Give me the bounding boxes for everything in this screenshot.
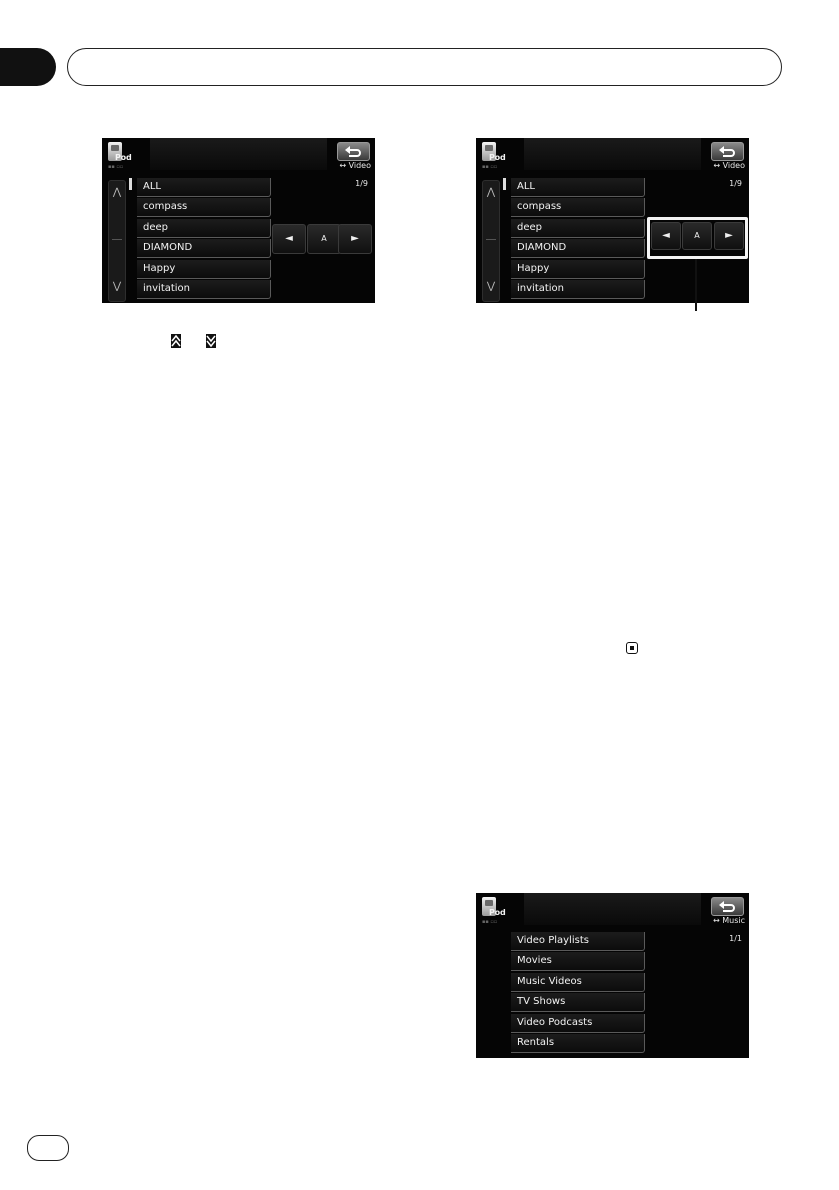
list-item[interactable]: ALL: [511, 178, 645, 197]
menu-item-video-podcasts[interactable]: Video Podcasts: [511, 1014, 645, 1033]
screen-header-band: [524, 893, 701, 925]
chapter-tab: [0, 48, 56, 86]
list-item[interactable]: invitation: [137, 280, 271, 299]
alpha-letter-display: A: [682, 222, 712, 250]
scroll-up-icon[interactable]: ⋀: [486, 187, 496, 198]
ipod-sub-indicator: ▪▪ ▫▫: [482, 164, 498, 170]
scroll-bar[interactable]: [482, 180, 500, 302]
ipod-label: Pod: [115, 153, 132, 162]
screen-header-band: [524, 138, 701, 170]
double-chevron-down-icon: [206, 334, 216, 348]
page-counter: 1/9: [355, 179, 368, 188]
menu-item-tv-shows[interactable]: TV Shows: [511, 993, 645, 1012]
scroll-bar[interactable]: [108, 180, 126, 302]
list-item[interactable]: Happy: [137, 260, 271, 279]
scroll-position-marker: [129, 178, 132, 190]
alpha-next-button[interactable]: ►: [338, 224, 372, 254]
list-item[interactable]: Happy: [511, 260, 645, 279]
page-header-bar: [67, 48, 782, 86]
menu-item-movies[interactable]: Movies: [511, 952, 645, 971]
page-number-tab: [27, 1135, 69, 1161]
scroll-track: [112, 239, 122, 240]
mode-switch-music[interactable]: ↔ Music: [712, 916, 745, 925]
list-item[interactable]: DIAMOND: [511, 239, 645, 258]
alpha-letter-display: A: [307, 224, 341, 254]
list-item[interactable]: DIAMOND: [137, 239, 271, 258]
back-button[interactable]: [711, 897, 744, 916]
mode-switch-video[interactable]: ↔ Video: [339, 161, 371, 170]
screen-header-band: [150, 138, 327, 170]
scroll-down-icon[interactable]: ⋁: [486, 281, 496, 292]
scroll-up-icon[interactable]: ⋀: [112, 187, 122, 198]
mode-switch-video[interactable]: ↔ Video: [713, 161, 745, 170]
menu-item-music-videos[interactable]: Music Videos: [511, 973, 645, 992]
double-chevron-up-icon: [171, 334, 181, 348]
ipod-video-menu-screen: [476, 893, 749, 1058]
menu-item-rentals[interactable]: Rentals: [511, 1034, 645, 1053]
ipod-label: Pod: [489, 908, 506, 917]
return-arrow-icon: [718, 145, 736, 157]
back-button[interactable]: [337, 142, 370, 161]
stop-square-icon: [626, 642, 638, 654]
alpha-prev-button[interactable]: ◄: [272, 224, 306, 254]
list-item[interactable]: compass: [137, 198, 271, 217]
ipod-video-list-screen: [102, 138, 375, 303]
list-item[interactable]: deep: [137, 219, 271, 238]
ipod-sub-indicator: ▪▪ ▫▫: [108, 164, 124, 170]
return-arrow-icon: [344, 145, 362, 157]
return-arrow-icon: [718, 900, 736, 912]
menu-item-video-playlists[interactable]: Video Playlists: [511, 932, 645, 951]
list-item[interactable]: ALL: [137, 178, 271, 197]
scroll-track: [486, 239, 496, 240]
ipod-label: Pod: [489, 153, 506, 162]
list-item[interactable]: compass: [511, 198, 645, 217]
list-item[interactable]: invitation: [511, 280, 645, 299]
page-counter: 1/1: [729, 934, 742, 943]
callout-highlight-frame: [647, 217, 748, 259]
ipod-sub-indicator: ▪▪ ▫▫: [482, 919, 498, 925]
alpha-next-button[interactable]: ►: [714, 222, 744, 250]
scroll-down-icon[interactable]: ⋁: [112, 281, 122, 292]
callout-leader-line: [695, 259, 697, 311]
page-counter: 1/9: [729, 179, 742, 188]
scroll-position-marker: [503, 178, 506, 190]
list-item[interactable]: deep: [511, 219, 645, 238]
alpha-prev-button[interactable]: ◄: [651, 222, 681, 250]
back-button[interactable]: [711, 142, 744, 161]
